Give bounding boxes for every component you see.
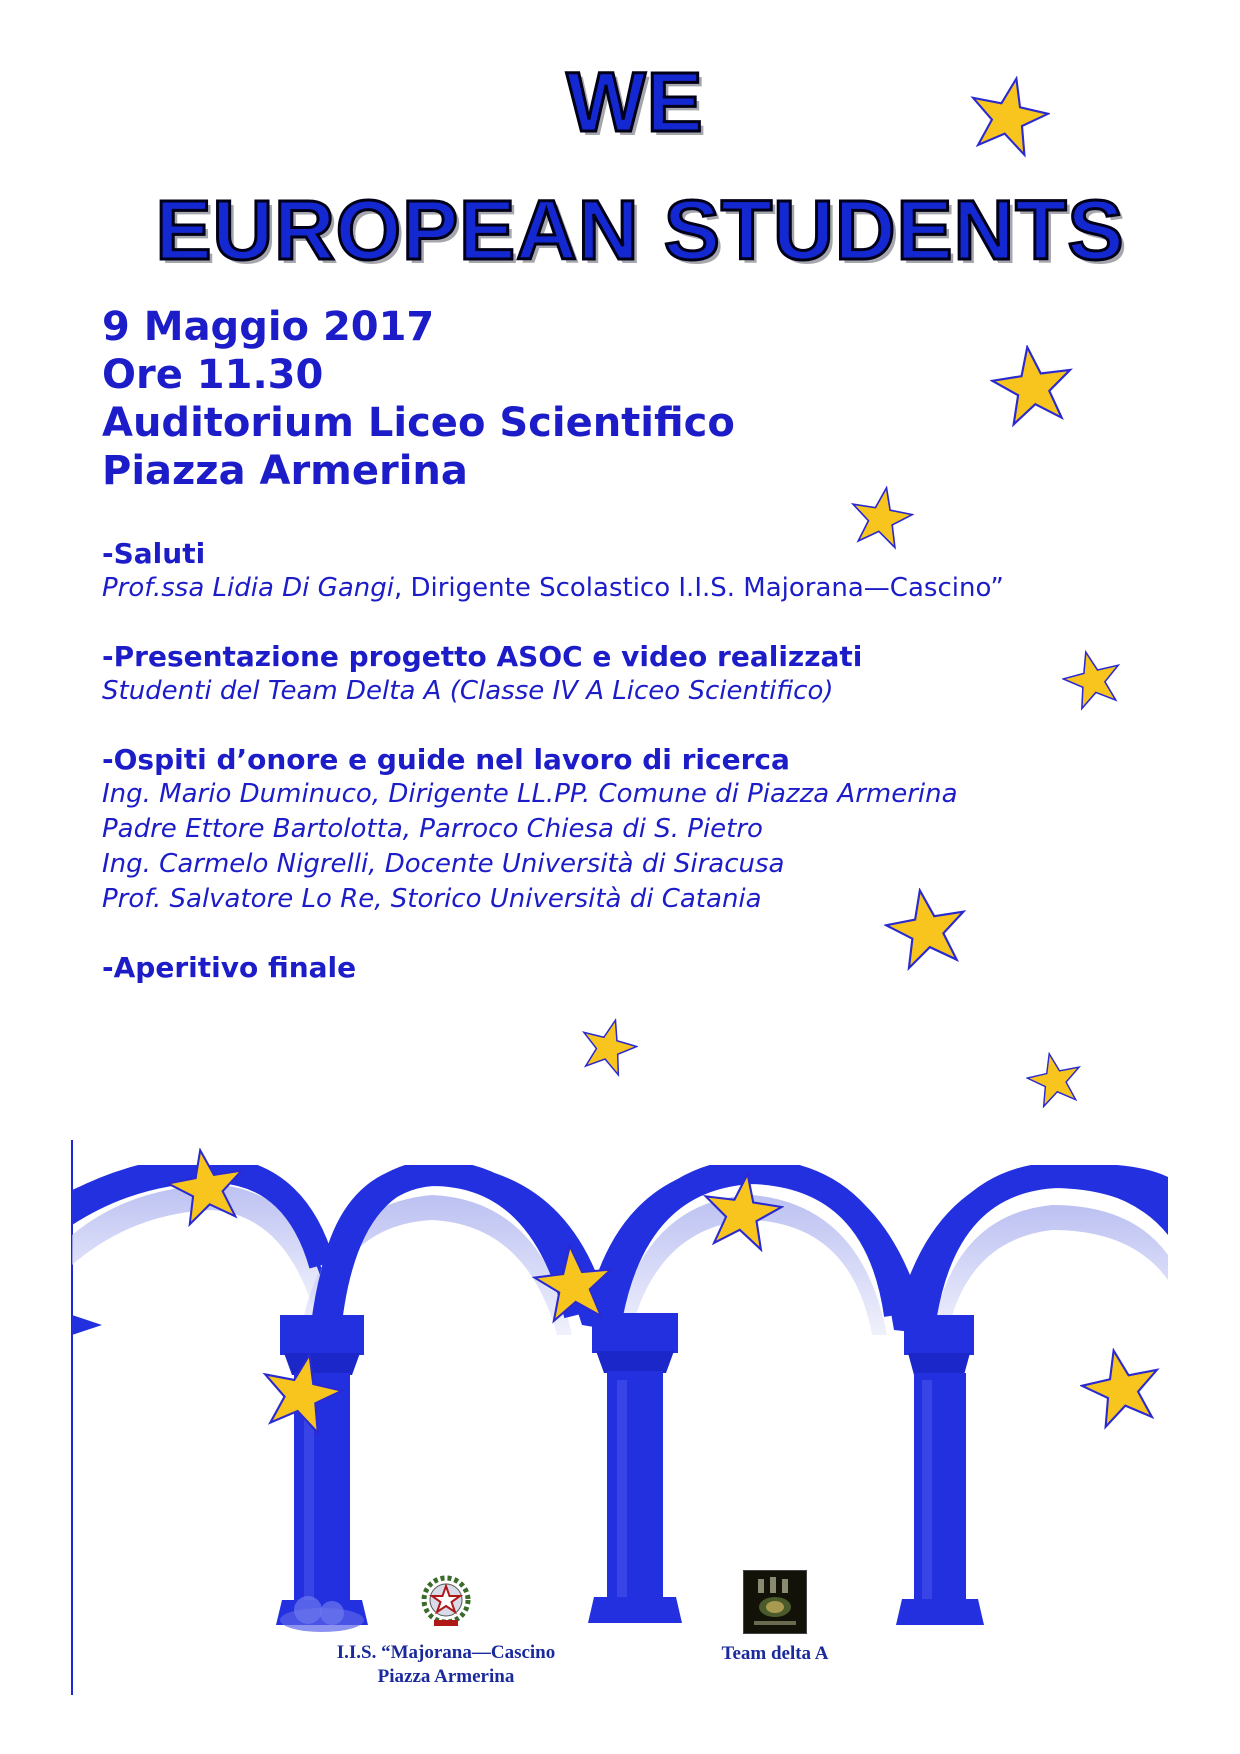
event-time: Ore 11.30 [102, 352, 324, 398]
section-title: -Presentazione progetto ASOC e video realizzati [102, 640, 863, 673]
school-name: I.I.S. “Majorana—Cascino [336, 1642, 556, 1663]
guest-line: Ing. Mario Duminuco, Dirigente LL.PP. Comune di Piazza Armerina [102, 779, 958, 809]
team-logo-block [680, 1570, 870, 1666]
section-title: -Saluti [102, 537, 206, 570]
speaker-role: , Dirigente Scolastico I.I.S. Majorana—Cascino” [393, 573, 1004, 603]
arches-illustration [72, 1165, 1168, 1640]
section-title: -Aperitivo finale [102, 951, 357, 984]
italian-republic-emblem-icon [420, 1570, 472, 1632]
eu-star-icon [258, 1352, 344, 1438]
section-saluti [102, 537, 1102, 606]
eu-star-icon [848, 486, 914, 552]
event-date: 9 Maggio 2017 [102, 304, 435, 350]
event-city: Piazza Armerina [102, 448, 468, 494]
guest-line: Prof. Salvatore Lo Re, Storico Università di Catania [102, 884, 762, 914]
eu-star-icon [966, 76, 1050, 160]
school-city: Piazza Armerina [377, 1666, 515, 1687]
eu-star-icon [884, 888, 970, 974]
eu-star-icon [990, 345, 1076, 431]
eu-star-icon [700, 1172, 784, 1256]
team-name: Team delta A [721, 1643, 829, 1664]
eu-star-icon [578, 1018, 638, 1078]
guest-line: Padre Ettore Bartolotta, Parroco Chiesa di S. Pietro [102, 814, 763, 844]
eu-star-icon [532, 1244, 616, 1328]
eu-star-icon [1026, 1052, 1084, 1110]
speaker-name: Prof.ssa Lidia Di Gangi [102, 573, 394, 603]
section-presentazione [102, 640, 1102, 709]
title-european-students: EUROPEAN STUDENTS [155, 183, 1125, 277]
school-logo-block [316, 1570, 576, 1689]
presentazione-line: Studenti del Team Delta A (Classe IV A Liceo Scientifico) [102, 676, 834, 706]
section-title: -Ospiti d’onore e guide nel lavoro di ricerca [102, 743, 790, 776]
team-logo-icon [743, 1570, 807, 1634]
guest-line: Ing. Carmelo Nigrelli, Docente Università di Siracusa [102, 849, 785, 879]
event-info [102, 303, 735, 495]
eu-star-icon [1062, 650, 1124, 712]
eu-star-icon [166, 1148, 248, 1230]
eu-star-icon [1080, 1348, 1164, 1432]
event-venue: Auditorium Liceo Scientifico [102, 400, 735, 446]
title-we: WE [566, 55, 704, 149]
speaker-line [102, 571, 1102, 606]
